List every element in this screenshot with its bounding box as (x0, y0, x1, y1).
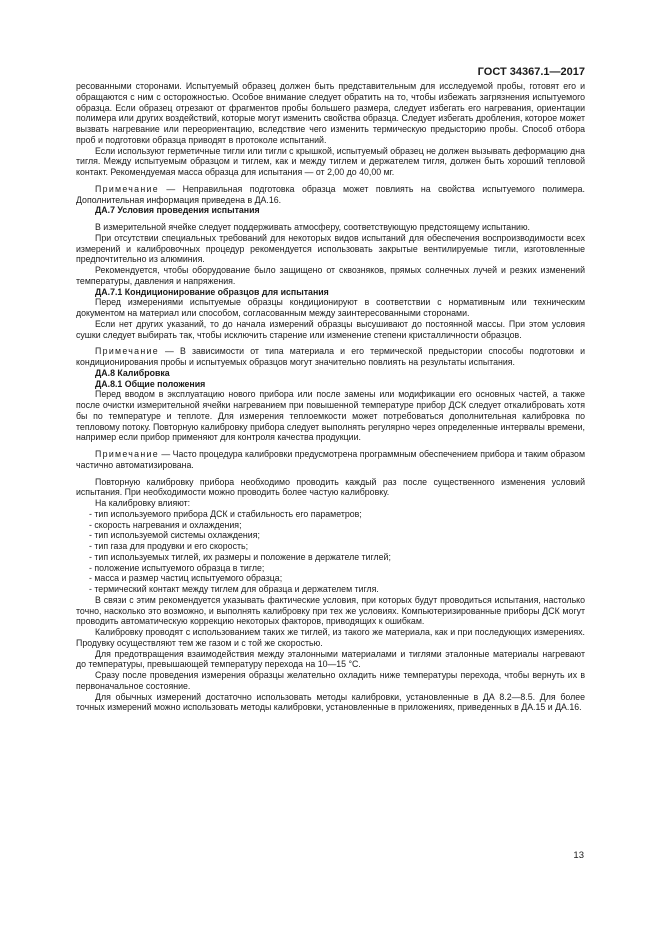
paragraph-special-requirements: При отсутствии специальных требований для некоторых видов испытаний для обеспечения воспроизводимости всех измерений и калибровочных процедур рекомендуется использовать закрытые вентилируемые тигли, изготовленные предпочтительно из алюминия. (76, 232, 585, 265)
paragraph-recalibration: Повторную калибровку прибора необходимо проводить каждый раз после существенного изменения условий испытания. При необходимости можно проводить более частую калибровку. (76, 476, 585, 498)
paragraph-drying: Если нет других указаний, то до начала измерений образцы высушивают до постоянной массы. При этом условия сушки следует выбирать так, чтобы исключить старение или изменение степени кристалличности образцов. (76, 318, 585, 340)
paragraph-conditions-recommendation: В связи с этим рекомендуется указывать фактические условия, при которых будут проводиться испытания, настолько точно, насколько это возможно, и выполнять калибровку при тех же условиях. Компьютеризированные приборы ДСК могут проводить автоматическую коррекцию некоторых факторов, приводящих к ошибкам. (76, 594, 585, 627)
note-calibration-software (76, 449, 585, 471)
paragraph-calibration-methods: Для обычных измерений достаточно использовать методы калибровки, установленные в ДА 8.2—8.5. Для более точных измерений можно использовать методы калибровки, установленные в приложениях, приведенных в ДА.15 и ДА.16. (76, 691, 585, 713)
paragraph-crucibles: Если используют герметичные тигли или тигли с крышкой, испытуемый образец не должен вызывать деформацию дна тигля. Между испытуемым образцом и тиглем, как и между тиглем и держателем тигля, должен быть хороший тепловой контакт. Рекомендуемая масса образца для испытания — от 2,00 до 40,00 мг. (76, 145, 585, 177)
note-label: Примечание (95, 183, 159, 194)
list-item: - тип используемой системы охлаждения; (76, 530, 585, 541)
note-label: Примечание (95, 346, 159, 357)
list-item: - тип используемых тиглей, их размеры и положение в держателе тиглей; (76, 552, 585, 563)
paragraph-calibration-intro: Перед вводом в эксплуатацию нового прибора или после замены или модификации его основных частей, а также после очистки измерительной ячейки нагреванием при повышенной температуре прибор ДСК следует откалибровать хотя бы по температуре и теплоте. Для измерения теплоемкости может потребоваться дополнительная калибровка по тепловому потоку. Повторную калибровку прибора следует выполнять регулярно через определенные интервалы времени, например если прибор применяют для контроля качества продукции. (76, 389, 585, 443)
list-item: - положение испытуемого образца в тигле; (76, 563, 585, 574)
note-conditioning (76, 346, 585, 368)
note-text: — Часто процедура калибровки предусмотрена программным обеспечением прибора и таким образом частично автоматизирована. (76, 449, 585, 470)
list-item: - масса и размер частиц испытуемого образца; (76, 573, 585, 584)
influence-factors-list (76, 509, 585, 595)
heading-da7: ДА.7 Условия проведения испытания (95, 205, 260, 216)
document-code: ГОСТ 34367.1—2017 (477, 66, 585, 78)
note-text: — Неправильная подготовка образца может повлиять на свойства испытуемого полимера. Дополнительная информация приведена в ДА.16. (76, 183, 585, 205)
heading-da8: ДА.8 Калибровка (95, 367, 170, 378)
heading-da7-1: ДА.7.1 Кондиционирование образцов для испытания (95, 286, 329, 297)
page-content (76, 81, 585, 713)
note-sample-preparation (76, 184, 585, 206)
heading-da8-1: ДА.8.1 Общие положения (95, 378, 206, 389)
list-item: - термический контакт между тиглем для образца и держателем тигля. (76, 584, 585, 595)
paragraph-same-crucibles: Калибровку проводят с использованием таких же тиглей, из такого же материала, как и при последующих измерениях. Продувку осуществляют тем же газом и с той же скоростью. (76, 627, 585, 648)
paragraph-atmosphere: В измерительной ячейке следует поддерживать атмосферу, соответствующую предстоящему испытанию. (95, 222, 531, 232)
page-number: 13 (573, 850, 584, 861)
paragraph-cooling: Сразу после проведения измерения образцы желательно охладить ниже температуры перехода, чтобы вернуть их в первоначальное состояние. (76, 670, 585, 691)
paragraph-prevent-interaction: Для предотвращения взаимодействия между эталонными материалами и тиглями эталонные материалы нагревают до температуры, превышающей температуру перехода на 10—15 °С. (76, 648, 585, 670)
paragraph-protection: Рекомендуется, чтобы оборудование было защищено от сквозняков, прямых солнечных лучей и резких изменений температуры, давления и напряжения. (76, 265, 585, 286)
list-item: - скорость нагревания и охлаждения; (76, 520, 585, 531)
paragraph-influence-intro: На калибровку влияют: (95, 498, 191, 508)
paragraph-conditioning: Перед измерениями испытуемые образцы кондиционируют в соответствии с нормативным или техническим документом на материал или способом, согласованным между заинтересованными сторонами. (76, 297, 585, 318)
paragraph-sample-continuation: ресованными сторонами. Испытуемый образец должен быть представительным для исследуемой пробы, готовят его и обращаются с ним с осторожностью. Особое внимание следует обратить на то, чтобы избежать загрязнения испытуемого образца. Если образец отрезают от фрагментов пробы большего размера, следует избегать его нагревания, ориентации полимера или других воздействий, которые могут изменить свойства образца. Следует избегать дробления, которое может вызвать нагревание или переориентацию, вследствие чего изменить термическую предысторию пробы. Способ отбора проб и подготовки образца приводят в протоколе испытаний. (76, 81, 585, 145)
list-item: - тип используемого прибора ДСК и стабильность его параметров; (76, 509, 585, 520)
list-item: - тип газа для продувки и его скорость; (76, 541, 585, 552)
note-label: Примечание (95, 449, 159, 459)
note-text: — В зависимости от типа материала и его термической предыстории способы подготовки и кондиционирования пробы и испытуемых образцов могут значительно повлиять на результаты испытания. (76, 346, 585, 367)
